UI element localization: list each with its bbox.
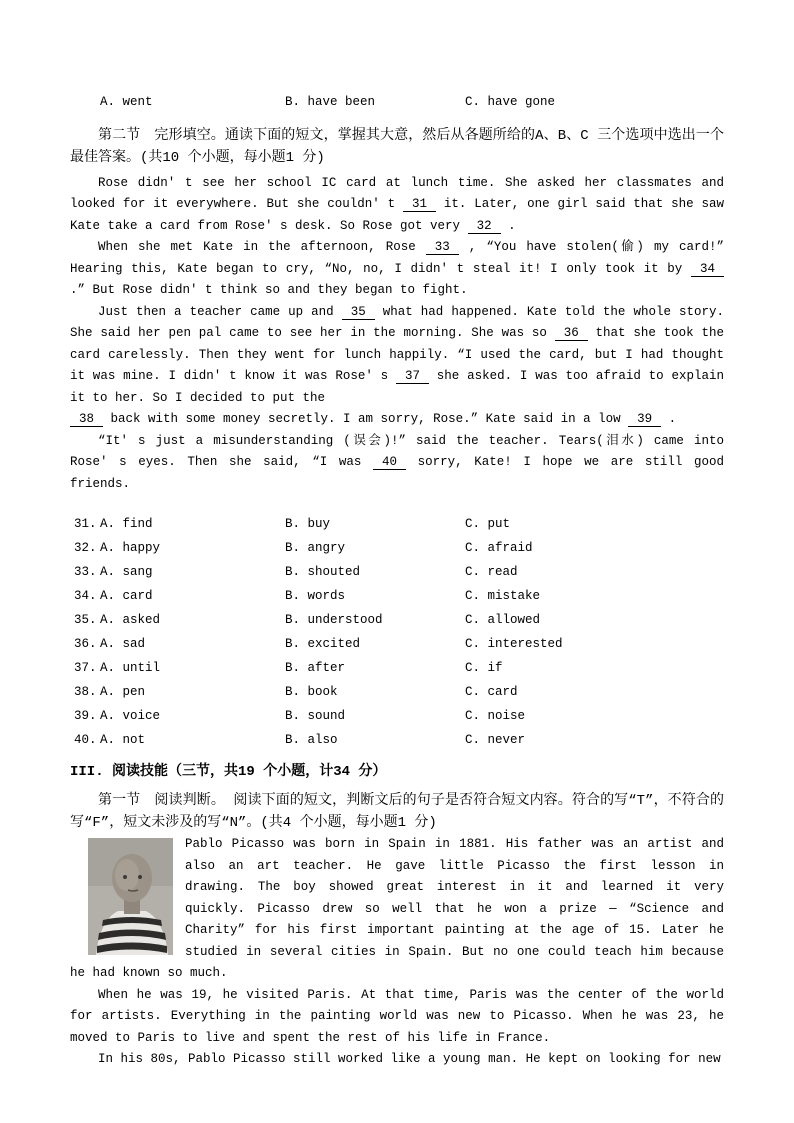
option-b: B. buy	[285, 517, 331, 532]
option-a: A. not	[100, 733, 146, 748]
cloze-section-heading: 第二节 完形填空。通读下面的短文，掌握其大意，然后从各题所给的A、B、C 三个选项中选出一个最佳答案。(共10 个小题，每小题1 分)	[70, 127, 724, 166]
option-a: A. happy	[100, 541, 161, 556]
option-b: B. also	[285, 733, 338, 748]
cloze-passage	[70, 173, 724, 496]
cloze-blank: 32	[468, 219, 501, 234]
option-a: A. card	[100, 589, 153, 604]
cloze-option-row	[70, 561, 724, 585]
cloze-paragraph: Just then a teacher came up and 35 what had happened. Kate told the whole story. She said her pen pal came to see her in the morning. She was so 36 that she took the card carelessly. Then they went for lunch happily. “I used the card, but I had thought it was mine. I didn' t know it was Rose' s 37 she asked. I was too afraid to explain it to her. So I decided to put the	[70, 304, 724, 405]
cloze-blank: 31	[403, 197, 436, 212]
option-c: C. card	[465, 685, 518, 700]
option-b: B. words	[285, 589, 346, 604]
reading-part1-heading: 第一节 阅读判断。 阅读下面的短文，判断文后的句子是否符合短文内容。符合的写“T”，不符合的写“F”，短文未涉及的写“N”。(共4 个小题，每小题1 分)	[70, 793, 724, 831]
reading-passage	[70, 834, 724, 1071]
option-a: A. voice	[100, 709, 161, 724]
cloze-option-row	[70, 513, 724, 537]
option-c: C. read	[465, 565, 518, 580]
question-number: 37.	[74, 661, 97, 676]
prev-option-b: B. have been	[285, 95, 376, 109]
previous-question-options-row	[70, 92, 724, 114]
reading-section-heading: III. 阅读技能（三节，共19 个小题，计34 分）	[70, 764, 387, 780]
cloze-option-row	[70, 609, 724, 633]
option-a: A. find	[100, 517, 153, 532]
cloze-option-row	[70, 633, 724, 657]
option-c: C. mistake	[465, 589, 541, 604]
option-c: C. afraid	[465, 541, 533, 556]
reading-paragraph: Pablo Picasso was born in Spain in 1881. His father was an artist and also an art teacher. He gave little Picasso the first lesson in drawing. The boy showed great interest in it and learned it very quickly. Picasso drew so well that he won a prize — “Science and Charity” for his first important painting at the age of 15. Later he studied in several cities in Spain. But no one could teach him because he had known so much.	[70, 837, 724, 980]
option-b: B. after	[285, 661, 346, 676]
reading-paragraph: In his 80s, Pablo Picasso still worked like a young man. He kept on looking for new	[98, 1052, 721, 1066]
picasso-photo	[88, 838, 173, 955]
cloze-options-table	[70, 513, 724, 753]
cloze-option-row	[70, 681, 724, 705]
cloze-blank: 38	[70, 412, 103, 427]
option-c: C. noise	[465, 709, 526, 724]
option-c: C. interested	[465, 637, 563, 652]
option-c: C. put	[465, 517, 511, 532]
option-c: C. if	[465, 661, 503, 676]
option-c: C. never	[465, 733, 526, 748]
cloze-option-row	[70, 657, 724, 681]
cloze-blank: 35	[342, 305, 375, 320]
question-number: 31.	[74, 517, 97, 532]
reading-paragraph: When he was 19, he visited Paris. At that time, Paris was the center of the world for artists. Everything in the painting world was new to Picasso. When he was 23, he moved to Paris to live and spent the rest of his life in France.	[70, 987, 724, 1045]
prev-option-c: C. have gone	[465, 95, 556, 109]
cloze-blank: 34	[691, 262, 724, 277]
option-b: B. understood	[285, 613, 383, 628]
option-a: A. sang	[100, 565, 153, 580]
option-b: B. excited	[285, 637, 361, 652]
cloze-option-row	[70, 729, 724, 753]
question-number: 40.	[74, 733, 97, 748]
question-number: 39.	[74, 709, 97, 724]
cloze-option-row	[70, 585, 724, 609]
cloze-blank: 33	[426, 240, 459, 255]
question-number: 32.	[74, 541, 97, 556]
option-c: C. allowed	[465, 613, 541, 628]
cloze-blank: 36	[555, 326, 588, 341]
cloze-paragraph: “It' s just a misunderstanding (误会)!” said the teacher. Tears(泪水) came into Rose' s eyes. Then she said, “I was 40 sorry, Kate! I hope we are still good friends.	[70, 433, 725, 491]
option-b: B. angry	[285, 541, 346, 556]
option-a: A. sad	[100, 637, 146, 652]
question-number: 38.	[74, 685, 97, 700]
prev-option-a: A. went	[100, 95, 153, 109]
cloze-blank: 39	[628, 412, 661, 427]
option-a: A. asked	[100, 613, 161, 628]
cloze-option-row	[70, 705, 724, 729]
cloze-paragraph: When she met Kate in the afternoon, Rose 33 , “You have stolen(偷) my card!” Hearing this, Kate began to cry, “No, no, I didn' t steal it! I only took it by 34 .” But Rose didn' t think so and they began to fight.	[70, 240, 724, 297]
question-number: 33.	[74, 565, 97, 580]
option-a: A. until	[100, 661, 161, 676]
question-number: 35.	[74, 613, 97, 628]
cloze-paragraph: Rose didn' t see her school IC card at lunch time. She asked her classmates and looked for it everywhere. But she couldn' t 31 it. Later, one girl said that she saw Kate take a card from Rose' s desk. So Rose got very 32 .	[70, 175, 724, 233]
cloze-option-row	[70, 537, 724, 561]
option-b: B. shouted	[285, 565, 361, 580]
option-a: A. pen	[100, 685, 146, 700]
option-b: B. book	[285, 685, 338, 700]
question-number: 36.	[74, 637, 97, 652]
question-number: 34.	[74, 589, 97, 604]
cloze-blank: 40	[373, 455, 406, 470]
cloze-paragraph: 38 back with some money secretly. I am sorry, Rose.” Kate said in a low 39 .	[70, 409, 724, 431]
option-b: B. sound	[285, 709, 346, 724]
cloze-blank: 37	[396, 369, 429, 384]
